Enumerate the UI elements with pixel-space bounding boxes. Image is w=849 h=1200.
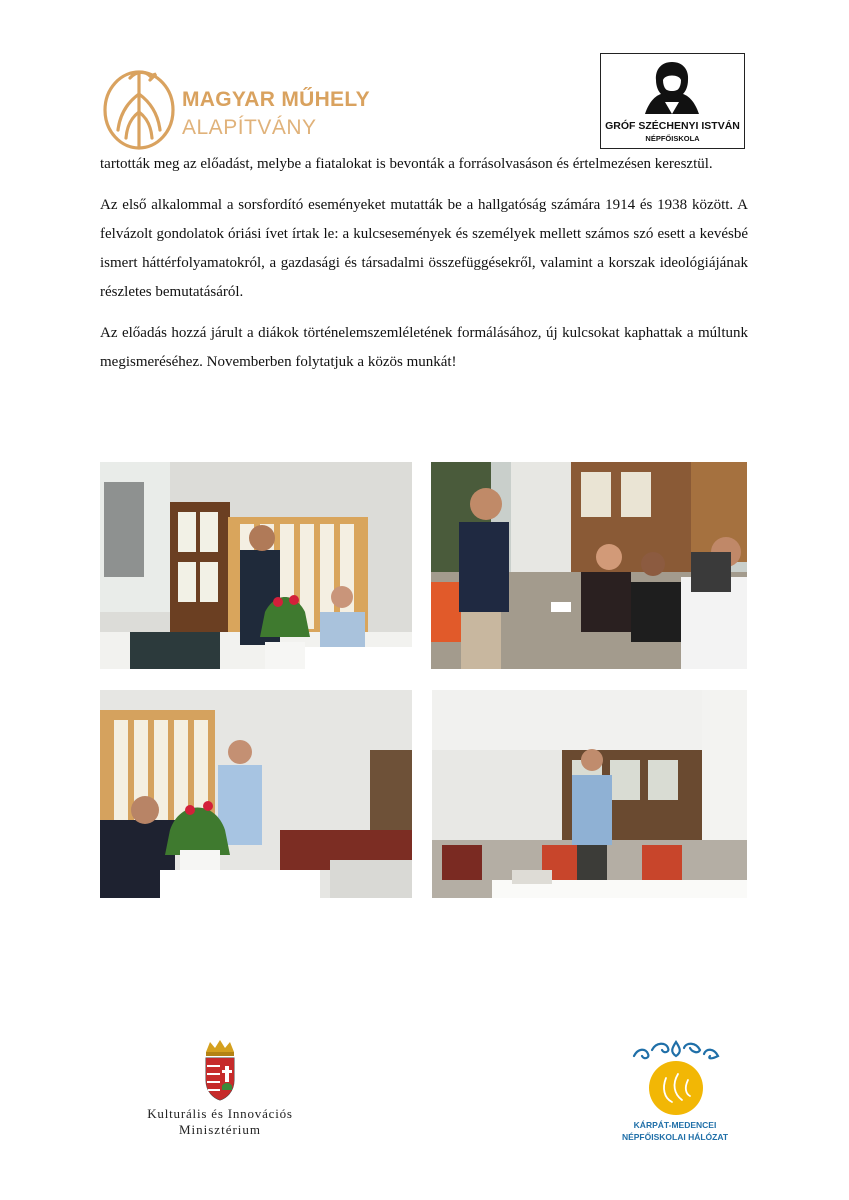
network-sun-emblem-icon — [626, 1038, 726, 1118]
article-body — [100, 150, 748, 389]
ministry-logo — [120, 1038, 320, 1148]
karpat-medencei-network-logo — [600, 1038, 750, 1148]
ministry-name-line1: Kulturális és Innovációs — [147, 1106, 293, 1121]
event-photo-3 — [100, 690, 412, 898]
wheat-bird-emblem-icon — [100, 64, 178, 152]
paragraph: tartották meg az előadást, melybe a fiatalokat is bevonták a forrásolvasáson és értelmezésen keresztül. — [100, 156, 713, 172]
hungarian-coat-of-arms-icon — [200, 1038, 240, 1102]
logo-subtitle: NÉPFŐISKOLA — [645, 134, 700, 143]
logo-subtitle: ALAPÍTVÁNY — [182, 116, 317, 139]
logo-title: MAGYAR MŰHELY — [182, 88, 370, 111]
paragraph: Az első alkalommal a sorsfordító eseményeket mutatták be a hallgatóság számára 1914 és 1938 között. A felvázolt gondolatok óriási ívet írtak le: a kulcsesemények és személyek mellett számos szó esett a kevésbé ismert háttérfolyamatokról, a gazdasági és társadalmi összefüggésekről, valamint a korszak ideológiájának részletes bemutatásáról. — [100, 197, 748, 300]
magyar-muhely-logo — [100, 64, 400, 154]
paragraph: Az előadás hozzá járult a diákok történelemszemléletének formálásához, új kulcsokat kaphattak a múltunk megismeréséhez. Novemberben folytatjuk a közös munkát! — [100, 325, 748, 370]
network-name-line2: NÉPFŐISKOLAI HÁLÓZAT — [621, 1132, 729, 1142]
event-photo-4 — [432, 690, 747, 898]
ministry-name-line2: Minisztérium — [178, 1122, 262, 1137]
szechenyi-portrait-icon — [641, 58, 703, 118]
event-photo-2 — [431, 462, 747, 669]
logo-title: GRÓF SZÉCHENYI ISTVÁN — [605, 120, 740, 132]
event-photo-1 — [100, 462, 412, 669]
network-name-line1: KÁRPÁT-MEDENCEI — [633, 1120, 717, 1130]
szechenyi-nepfoiskola-logo — [600, 53, 745, 149]
